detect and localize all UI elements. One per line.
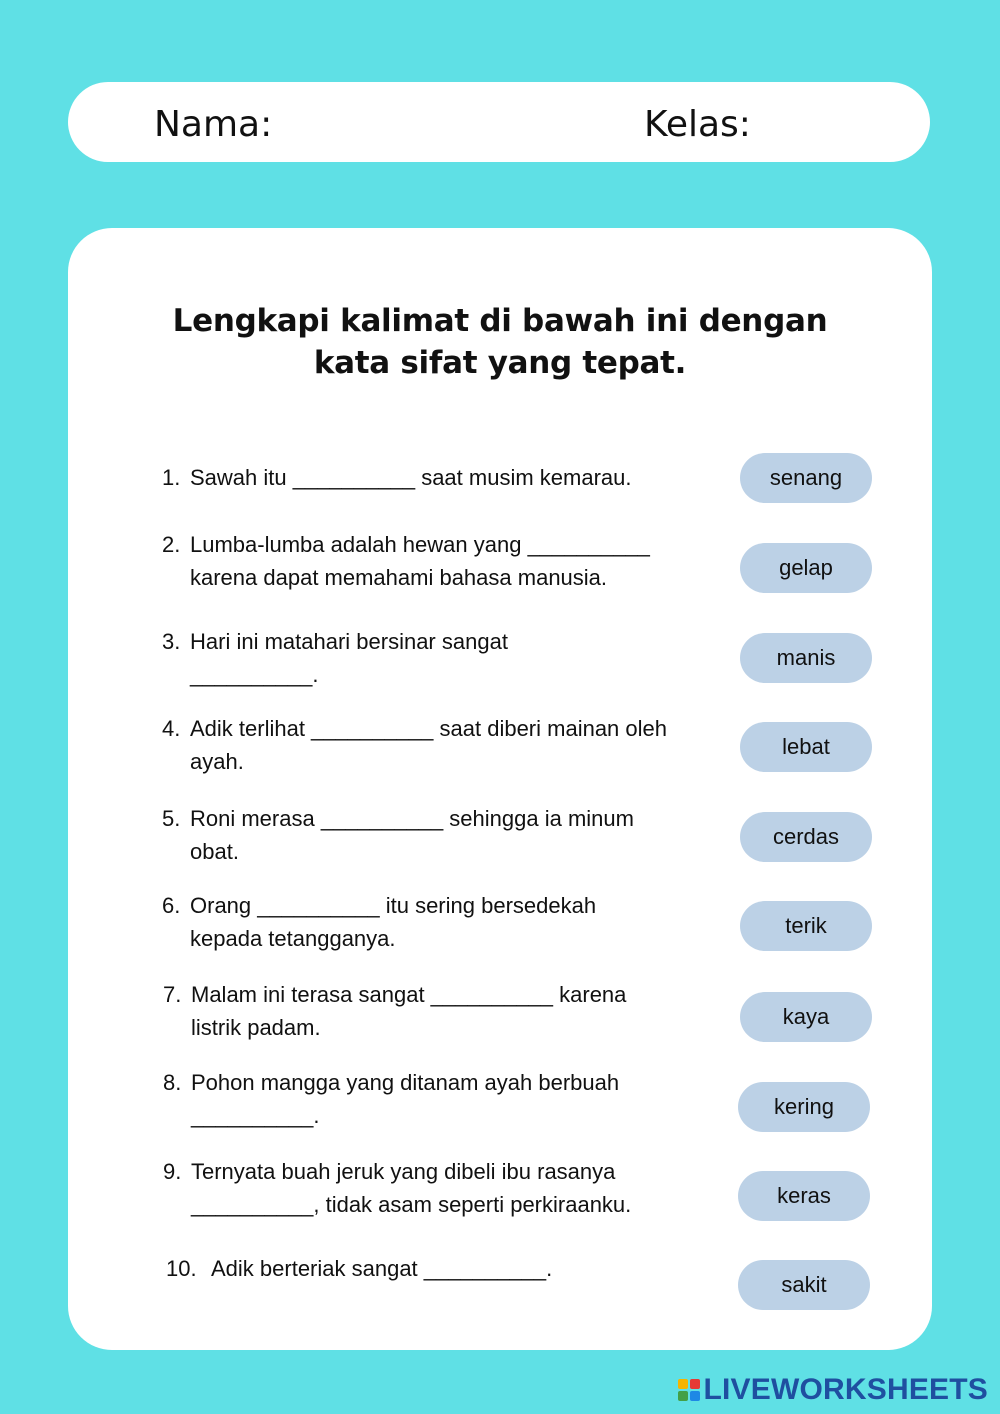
word-chip-sakit[interactable]: sakit xyxy=(738,1260,870,1310)
instruction-title: Lengkapi kalimat di bawah ini dengan kata sifat yang tepat. xyxy=(172,303,828,381)
liveworksheets-logo-icon xyxy=(678,1379,700,1401)
question-text: Malam ini terasa sangat __________ karena listrik padam. xyxy=(191,982,627,1040)
word-chip-lebat[interactable]: lebat xyxy=(740,722,872,772)
question-text: Adik terlihat __________ saat diberi mainan oleh ayah. xyxy=(190,716,667,774)
question-text: Adik berteriak sangat __________. xyxy=(211,1256,553,1281)
question-number: 10. xyxy=(166,1256,197,1281)
question-number: 2. xyxy=(162,532,181,557)
question-text: Pohon mangga yang ditanam ayah berbuah __________. xyxy=(191,1070,620,1128)
word-chip-cerdas[interactable]: cerdas xyxy=(740,812,872,862)
worksheet-card xyxy=(68,228,932,1350)
question-text: Hari ini matahari bersinar sangat __________. xyxy=(190,629,508,687)
question-number: 1. xyxy=(162,465,181,490)
header-card xyxy=(68,82,930,162)
question-number: 8. xyxy=(163,1070,182,1095)
question-number: 7. xyxy=(163,982,182,1007)
word-chip-senang[interactable]: senang xyxy=(740,453,872,503)
logo-text: LIVEWORKSHEETS xyxy=(703,1373,988,1406)
class-label: Kelas: xyxy=(644,104,751,145)
name-label: Nama: xyxy=(154,104,273,145)
question-text: Lumba-lumba adalah hewan yang __________ karena dapat memahami bahasa manusia. xyxy=(190,532,650,590)
word-chip-kering[interactable]: kering xyxy=(738,1082,870,1132)
liveworksheets-logo[interactable] xyxy=(678,1372,989,1408)
word-chip-kaya[interactable]: kaya xyxy=(740,992,872,1042)
word-chip-keras[interactable]: keras xyxy=(738,1171,870,1221)
question-text: Ternyata buah jeruk yang dibeli ibu rasanya __________, tidak asam seperti perkiraanku. xyxy=(191,1159,632,1217)
question-number: 9. xyxy=(163,1159,182,1184)
question-number: 4. xyxy=(162,716,181,741)
question-text: Roni merasa __________ sehingga ia minum obat. xyxy=(190,806,634,864)
word-chip-terik[interactable]: terik xyxy=(740,901,872,951)
question-text: Sawah itu __________ saat musim kemarau. xyxy=(190,465,632,490)
question-number: 3. xyxy=(162,629,181,654)
word-chip-gelap[interactable]: gelap xyxy=(740,543,872,593)
question-number: 6. xyxy=(162,893,181,918)
word-chip-manis[interactable]: manis xyxy=(740,633,872,683)
question-number: 5. xyxy=(162,806,181,831)
question-text: Orang __________ itu sering bersedekah kepada tetangganya. xyxy=(190,893,597,951)
